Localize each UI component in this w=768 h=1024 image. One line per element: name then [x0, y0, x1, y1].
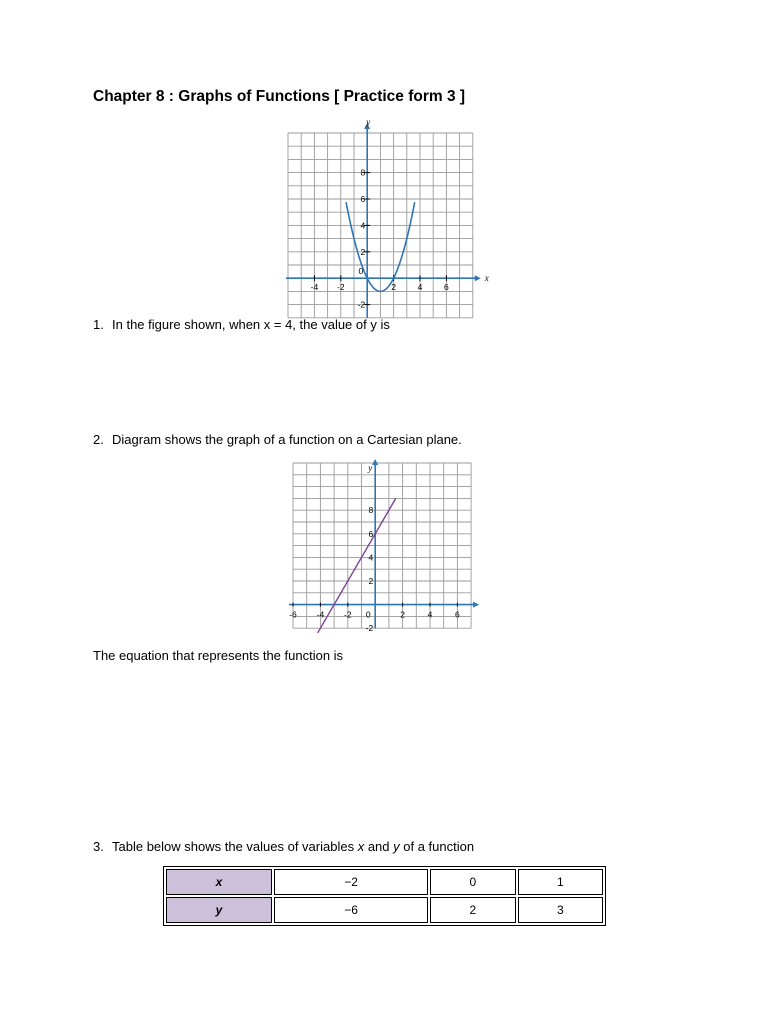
x-tick-label: 4: [427, 609, 433, 620]
values-table: [163, 866, 606, 926]
x-tick-label: 2: [391, 282, 396, 293]
y-tick-label: -2: [365, 623, 374, 634]
question-3-text-after: of a function: [399, 839, 475, 854]
x-tick-label: -4: [310, 282, 319, 293]
origin-label: 0: [365, 609, 371, 620]
question-3-number: 3.: [93, 839, 104, 854]
question-1-number: 1.: [93, 317, 104, 332]
y-axis-label: y: [368, 463, 373, 473]
y-tick-label: 2: [360, 246, 366, 257]
y-tick-label: 6: [368, 528, 374, 539]
table-row: [166, 869, 603, 895]
origin-label: 0: [358, 266, 364, 277]
question-3-text-before: Table below shows the values of variables: [112, 839, 358, 854]
variable-y: y: [393, 839, 400, 854]
parabola-graph: [280, 115, 490, 310]
x-tick-label: -2: [337, 282, 345, 293]
line-graph: [283, 458, 488, 638]
x-tick-label: 6: [444, 282, 449, 293]
y-tick-label: 6: [360, 194, 366, 204]
x-tick-label: 2: [400, 609, 405, 620]
table-cell: 3: [518, 897, 603, 923]
x-axis-arrow: [475, 275, 481, 281]
y-axis-arrow: [372, 459, 378, 465]
y-tick-label: 8: [360, 167, 366, 178]
table-cell: −2: [274, 869, 428, 895]
question-1: [93, 317, 390, 332]
table-header-x: x: [166, 869, 272, 895]
y-axis-label: y: [366, 117, 371, 127]
table-cell: −6: [274, 897, 428, 923]
x-axis-label: x: [484, 273, 489, 284]
y-tick-label: 2: [368, 576, 374, 586]
x-tick-label: -2: [344, 609, 352, 620]
question-2-number: 2.: [93, 432, 104, 447]
x-tick-label: -6: [289, 609, 297, 620]
x-tick-label: 6: [455, 609, 460, 620]
y-tick-label: 4: [360, 220, 366, 231]
question-2: [93, 432, 462, 447]
question-1-text: In the figure shown, when x = 4, the value of y is: [112, 317, 390, 332]
x-tick-label: 4: [417, 282, 423, 293]
page-title: Chapter 8 : Graphs of Functions [ Practice form 3 ]: [93, 88, 466, 105]
question-3-text-and: and: [364, 839, 394, 854]
table-header-y: y: [166, 897, 272, 923]
x-tick-label: -4: [316, 609, 325, 620]
table-cell: 0: [430, 869, 515, 895]
table-cell: 2: [430, 897, 515, 923]
question-2-text: Diagram shows the graph of a function on a Cartesian plane.: [112, 432, 462, 447]
table-cell: 1: [518, 869, 603, 895]
variable-x: x: [357, 839, 365, 854]
y-tick-label: 8: [368, 505, 374, 516]
x-axis-arrow: [473, 602, 479, 608]
table-row: [166, 897, 603, 923]
y-tick-label: -2: [357, 299, 366, 310]
function-line: [318, 498, 396, 633]
equation-prompt: The equation that represents the function is: [93, 648, 344, 663]
y-tick-label: 4: [368, 552, 374, 563]
question-3: [93, 839, 474, 854]
